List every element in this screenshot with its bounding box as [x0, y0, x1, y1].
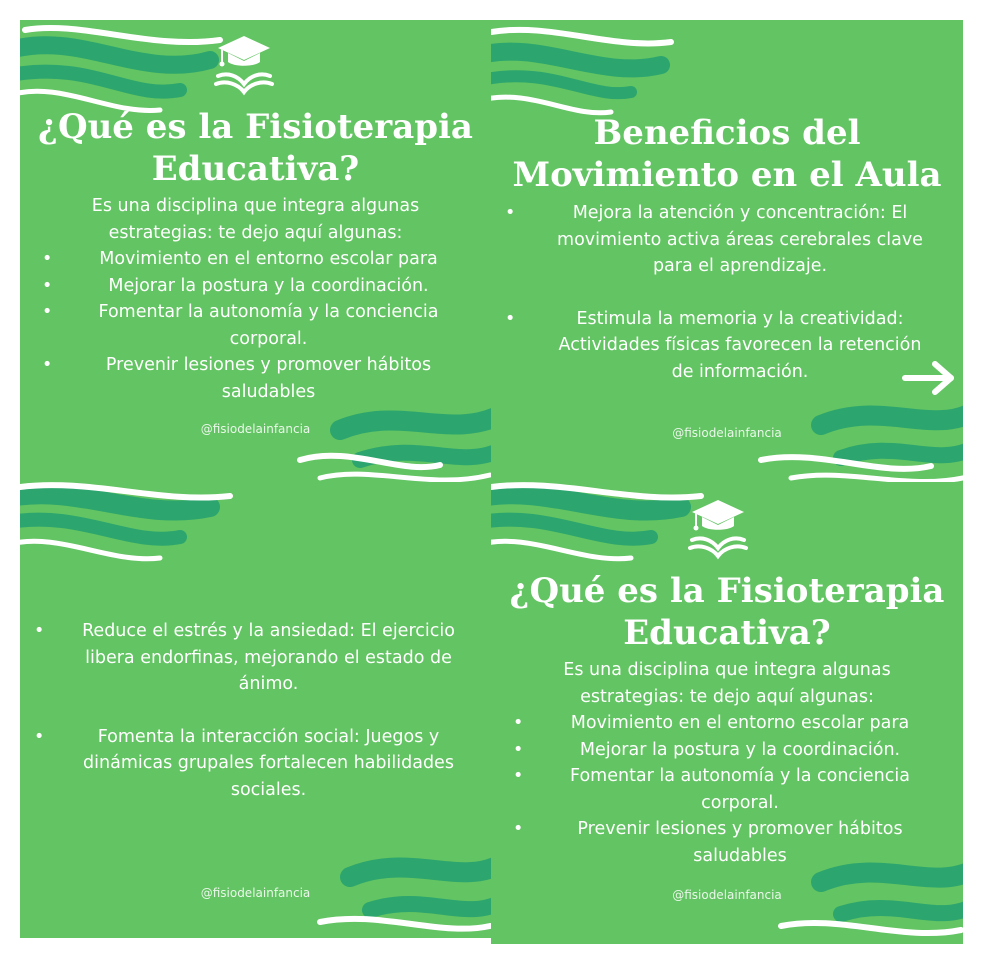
bullet-item [20, 273, 491, 300]
bullet-dot: • [42, 302, 53, 322]
slide-title [491, 570, 963, 654]
title-line: Educativa? [151, 149, 360, 189]
bullet-text: Estimula la memoria y la creatividad: [576, 308, 904, 329]
bullet-text: corporal. [701, 792, 779, 813]
intro-line: Es una disciplina que integra algunas [91, 196, 420, 216]
slide-body [491, 200, 963, 385]
bullet-text: Fomenta la interacción social: Juegos y [97, 726, 440, 747]
bullet-text: Mejorar la postura y la coordinación. [579, 739, 901, 760]
slide-body [491, 657, 963, 869]
slide-body [20, 193, 491, 405]
bullet-text: movimiento activa áreas cerebrales clave [557, 229, 923, 250]
bullet-item [491, 306, 963, 386]
bullet-text: para el aprendizaje. [652, 256, 828, 276]
intro-line: Es una disciplina que integra algunas [563, 660, 891, 680]
bullet-text: Actividades físicas favorecen la retención [558, 335, 922, 355]
bullet-text: Prevenir lesiones y promover hábitos [577, 819, 903, 839]
intro-line: estrategias: te dejo aquí algunas: [580, 686, 874, 707]
bullet-dot: • [513, 739, 524, 760]
bullet-dot: • [42, 275, 53, 296]
social-handle: @fisiodelainfancia [672, 426, 782, 440]
slide-title [20, 106, 491, 190]
bullet-dot: • [513, 713, 524, 733]
slide-more-benefits [20, 482, 491, 938]
bullet-text: Fomentar la autonomía y la conciencia [98, 302, 439, 322]
social-handle: @fisiodelainfancia [200, 422, 311, 436]
bullet-text: Prevenir lesiones y promover hábitos [105, 355, 432, 375]
bullet-text: Fomentar la autonomía y la conciencia [570, 766, 910, 786]
title-line: ¿Qué es la Fisioterapia [509, 571, 945, 611]
bullet-item [491, 763, 963, 816]
bullet-dot: • [513, 766, 524, 786]
bullet-item [491, 737, 963, 764]
bullet-item [20, 299, 491, 352]
bullet-item [20, 352, 491, 405]
bullet-text: saludables [221, 381, 316, 402]
bullet-text: Movimiento en el entorno escolar para [570, 713, 910, 733]
title-line: ¿Qué es la Fisioterapia [38, 107, 473, 147]
title-line: Beneficios del [593, 113, 861, 153]
bullet-text: corporal. [229, 328, 308, 349]
bullet-text: sociales. [230, 779, 307, 800]
bullet-text: Reduce el estrés y la ansiedad: El ejercicio [82, 621, 455, 641]
slide-movement-benefits [491, 20, 963, 482]
arrow-right-icon[interactable] [901, 360, 957, 396]
slide-title [491, 112, 963, 196]
bullet-item [20, 618, 491, 698]
bullet-text: dinámicas grupales fortalecen habilidades [83, 753, 454, 773]
bullet-dot: • [505, 308, 516, 329]
bullet-text: Mejora la atención y concentración: El [572, 203, 908, 223]
social-handle: @fisiodelainfancia [672, 888, 782, 902]
graduation-cap-book-icon [686, 496, 750, 560]
slide-what-is-educational-physio [20, 20, 491, 482]
bullet-text: saludables [693, 845, 787, 866]
bullet-item [491, 710, 963, 737]
bullet-list [491, 710, 963, 869]
bullet-item [20, 724, 491, 804]
bullet-text: de información. [671, 361, 809, 382]
bullet-item [491, 816, 963, 869]
bullet-text: libera endorfinas, mejorando el estado de [85, 647, 452, 668]
bullet-dot: • [513, 819, 524, 839]
bullet-dot: • [34, 726, 45, 747]
bullet-text: Mejorar la postura y la coordinación. [108, 275, 429, 296]
bullet-list [20, 246, 491, 405]
bullet-dot: • [42, 355, 53, 375]
bullet-text: ánimo. [238, 674, 299, 694]
title-line: Educativa? [623, 613, 831, 653]
bullet-dot: • [34, 621, 45, 641]
bullet-text: Movimiento en el entorno escolar para [99, 249, 438, 269]
slide-body [20, 618, 491, 803]
slide-what-is-educational-physio-repeat [491, 482, 963, 944]
graduation-cap-book-icon [212, 32, 276, 96]
bullet-item [491, 200, 963, 280]
bullet-item [20, 246, 491, 273]
social-handle: @fisiodelainfancia [200, 886, 311, 900]
bullet-dot: • [505, 203, 516, 223]
intro-line: estrategias: te dejo aquí algunas: [108, 222, 403, 243]
title-line: Movimiento en el Aula [512, 155, 942, 195]
bullet-dot: • [42, 249, 53, 269]
